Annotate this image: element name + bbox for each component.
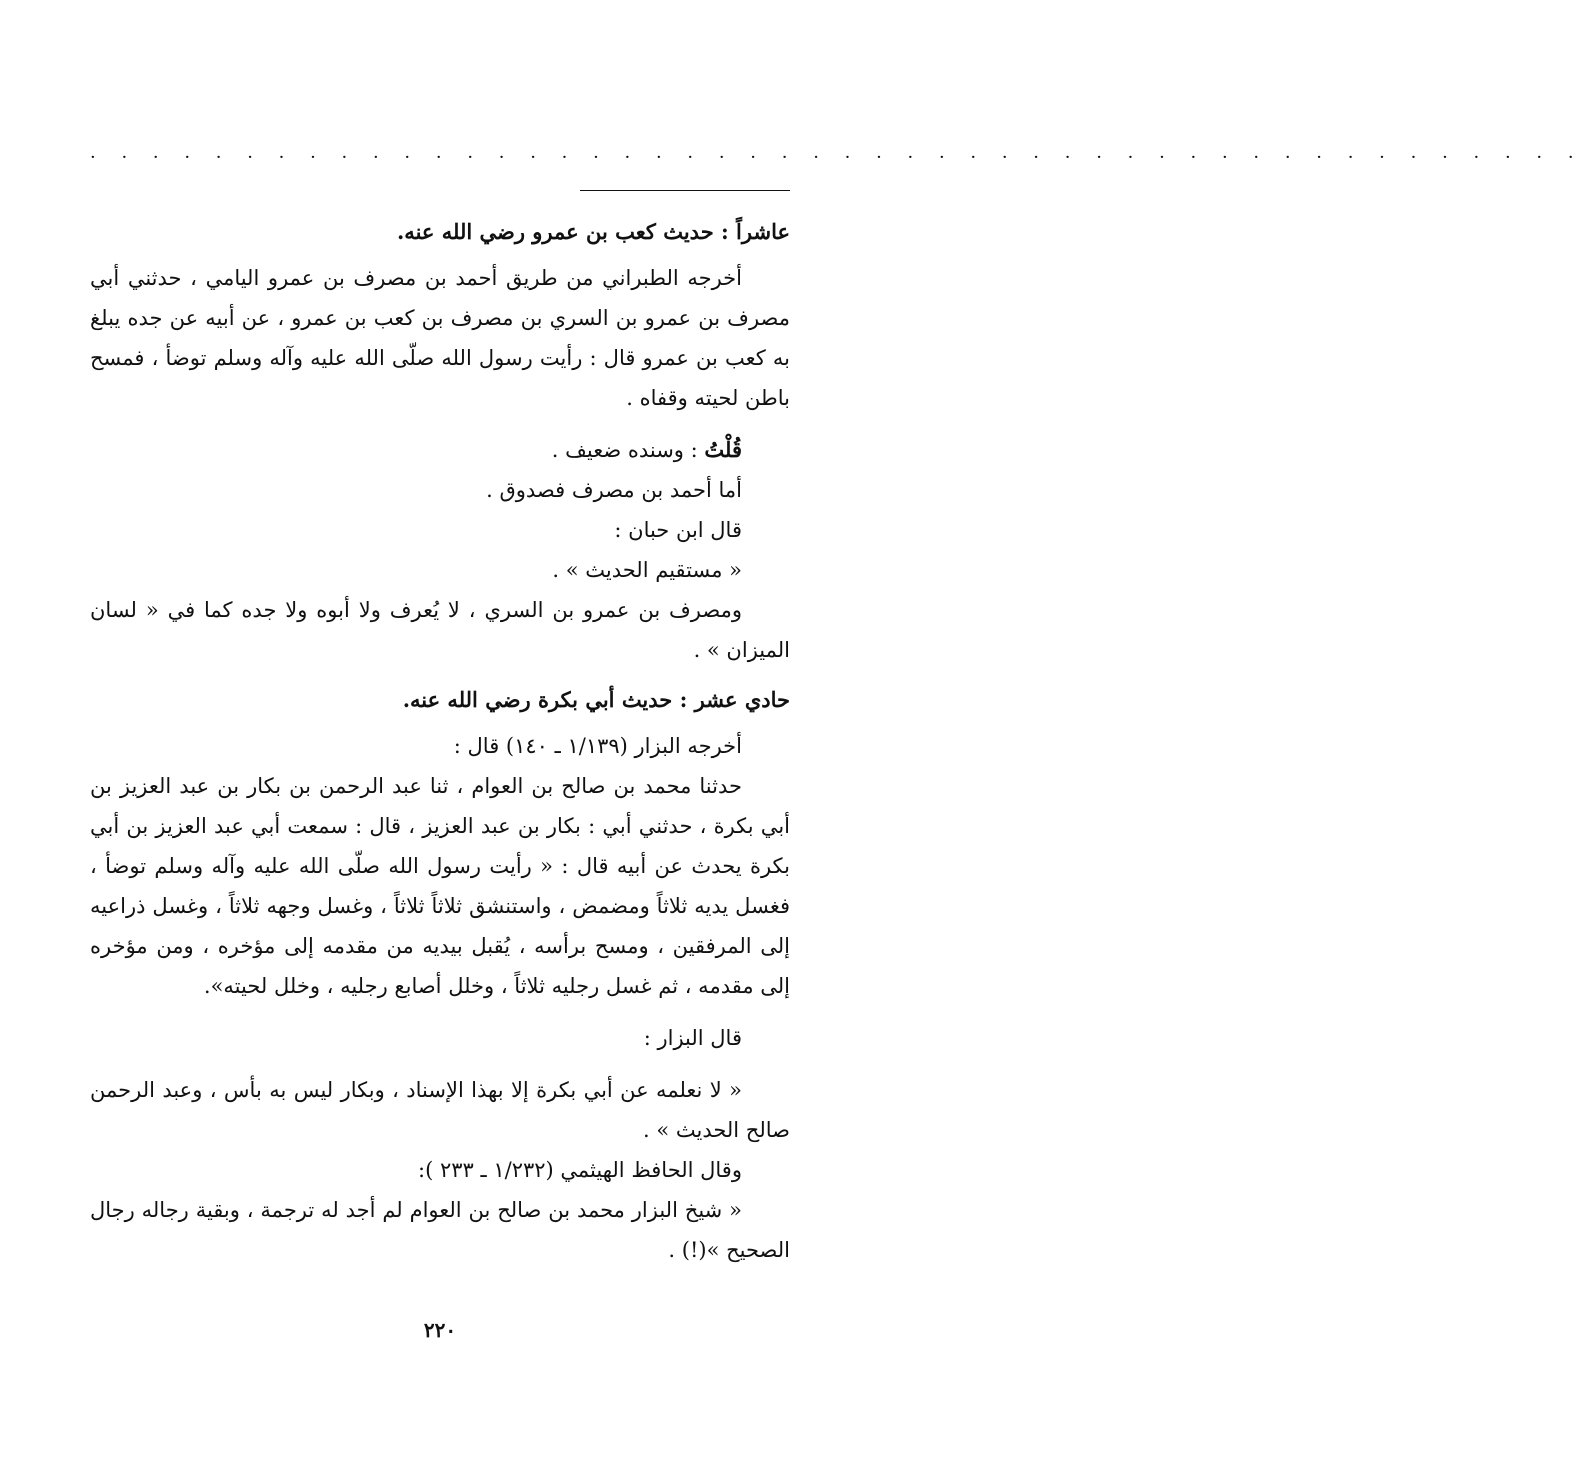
section-11-heading: حادي عشر : حديث أبي بكرة رضي الله عنه. (402, 687, 790, 712)
qult-label: قُلْتُ (704, 437, 742, 462)
document-page (90, 0, 1584, 1474)
section-10-heading: عاشراً : حديث كعب بن عمرو رضي الله عنه. (397, 219, 790, 244)
section-10-paragraph-5: « مستقيم الحديث » . (552, 558, 742, 582)
dotted-separator: · · · · · · · · · · · · · · · · · · · · · · · · · · · · · · · · · · · · · · · · · · · · · · · · (90, 147, 1584, 168)
main-text (90, 210, 790, 1270)
section-11-paragraph-1: أخرجه البزار (١/١٣٩ ـ ١٤٠) قال : (453, 734, 742, 758)
section-11-paragraph-2: حدثنا محمد بن صالح بن العوام ، ثنا عبد الرحمن بن بكار بن عبد العزيز بن أبي بكرة ، حدثني أبي : بكار بن عبد العزيز ، قال : سمعت أبي عبد العزيز بن أبي بكرة يحدث عن أبيه قال : « رأيت رسول الله صلّى الله عليه وآله وسلم توضأ ، فغسل يديه ثلاثاً ومضمض ، واستنشق ثلاثاً ثلاثاً ، وغسل وجهه ثلاثاً ، وغسل ذراعيه إلى المرفقين ، ومسح برأسه ، يُقبل بيديه من مقدمه إلى مؤخره ، ومن مؤخره إلى مقدمه ، ثم غسل رجليه ثلاثاً ، وخلل أصابع رجليه ، وخلل لحيته». (90, 774, 790, 998)
footnote-divider (580, 190, 790, 191)
qult-text: : وسنده ضعيف . (551, 438, 698, 462)
section-10-paragraph-1: أخرجه الطبراني من طريق أحمد بن مصرف بن عمرو اليامي ، حدثني أبي مصرف بن عمرو بن السري بن مصرف بن كعب بن عمرو ، عن أبيه عن جده يبلغ به كعب بن عمرو قال : رأيت رسول الله صلّى الله عليه وآله وسلم توضأ ، فمسح باطن لحيته وقفاه . (90, 266, 790, 410)
section-10-paragraph-3: أما أحمد بن مصرف فصدوق . (486, 478, 742, 502)
page-number: ٢٢٠ (423, 1318, 457, 1342)
section-10-paragraph-4: قال ابن حبان : (614, 518, 742, 542)
section-11-paragraph-6: « شيخ البزار محمد بن صالح بن العوام لم أجد له ترجمة ، وبقية رجاله رجال الصحيح »(!) . (90, 1198, 790, 1262)
section-10-paragraph-6: ومصرف بن عمرو بن السري ، لا يُعرف ولا أبوه ولا جده كما في « لسان الميزان » . (90, 598, 790, 662)
section-10-qult (90, 430, 790, 470)
section-11-paragraph-5: وقال الحافظ الهيثمي (١/٢٣٢ ـ ٢٣٣ ): (418, 1158, 742, 1182)
section-11-paragraph-3: قال البزار : (643, 1026, 742, 1050)
section-11-paragraph-4: « لا نعلمه عن أبي بكرة إلا بهذا الإسناد ، وبكار ليس به بأس ، وعبد الرحمن صالح الحديث » . (90, 1078, 790, 1142)
